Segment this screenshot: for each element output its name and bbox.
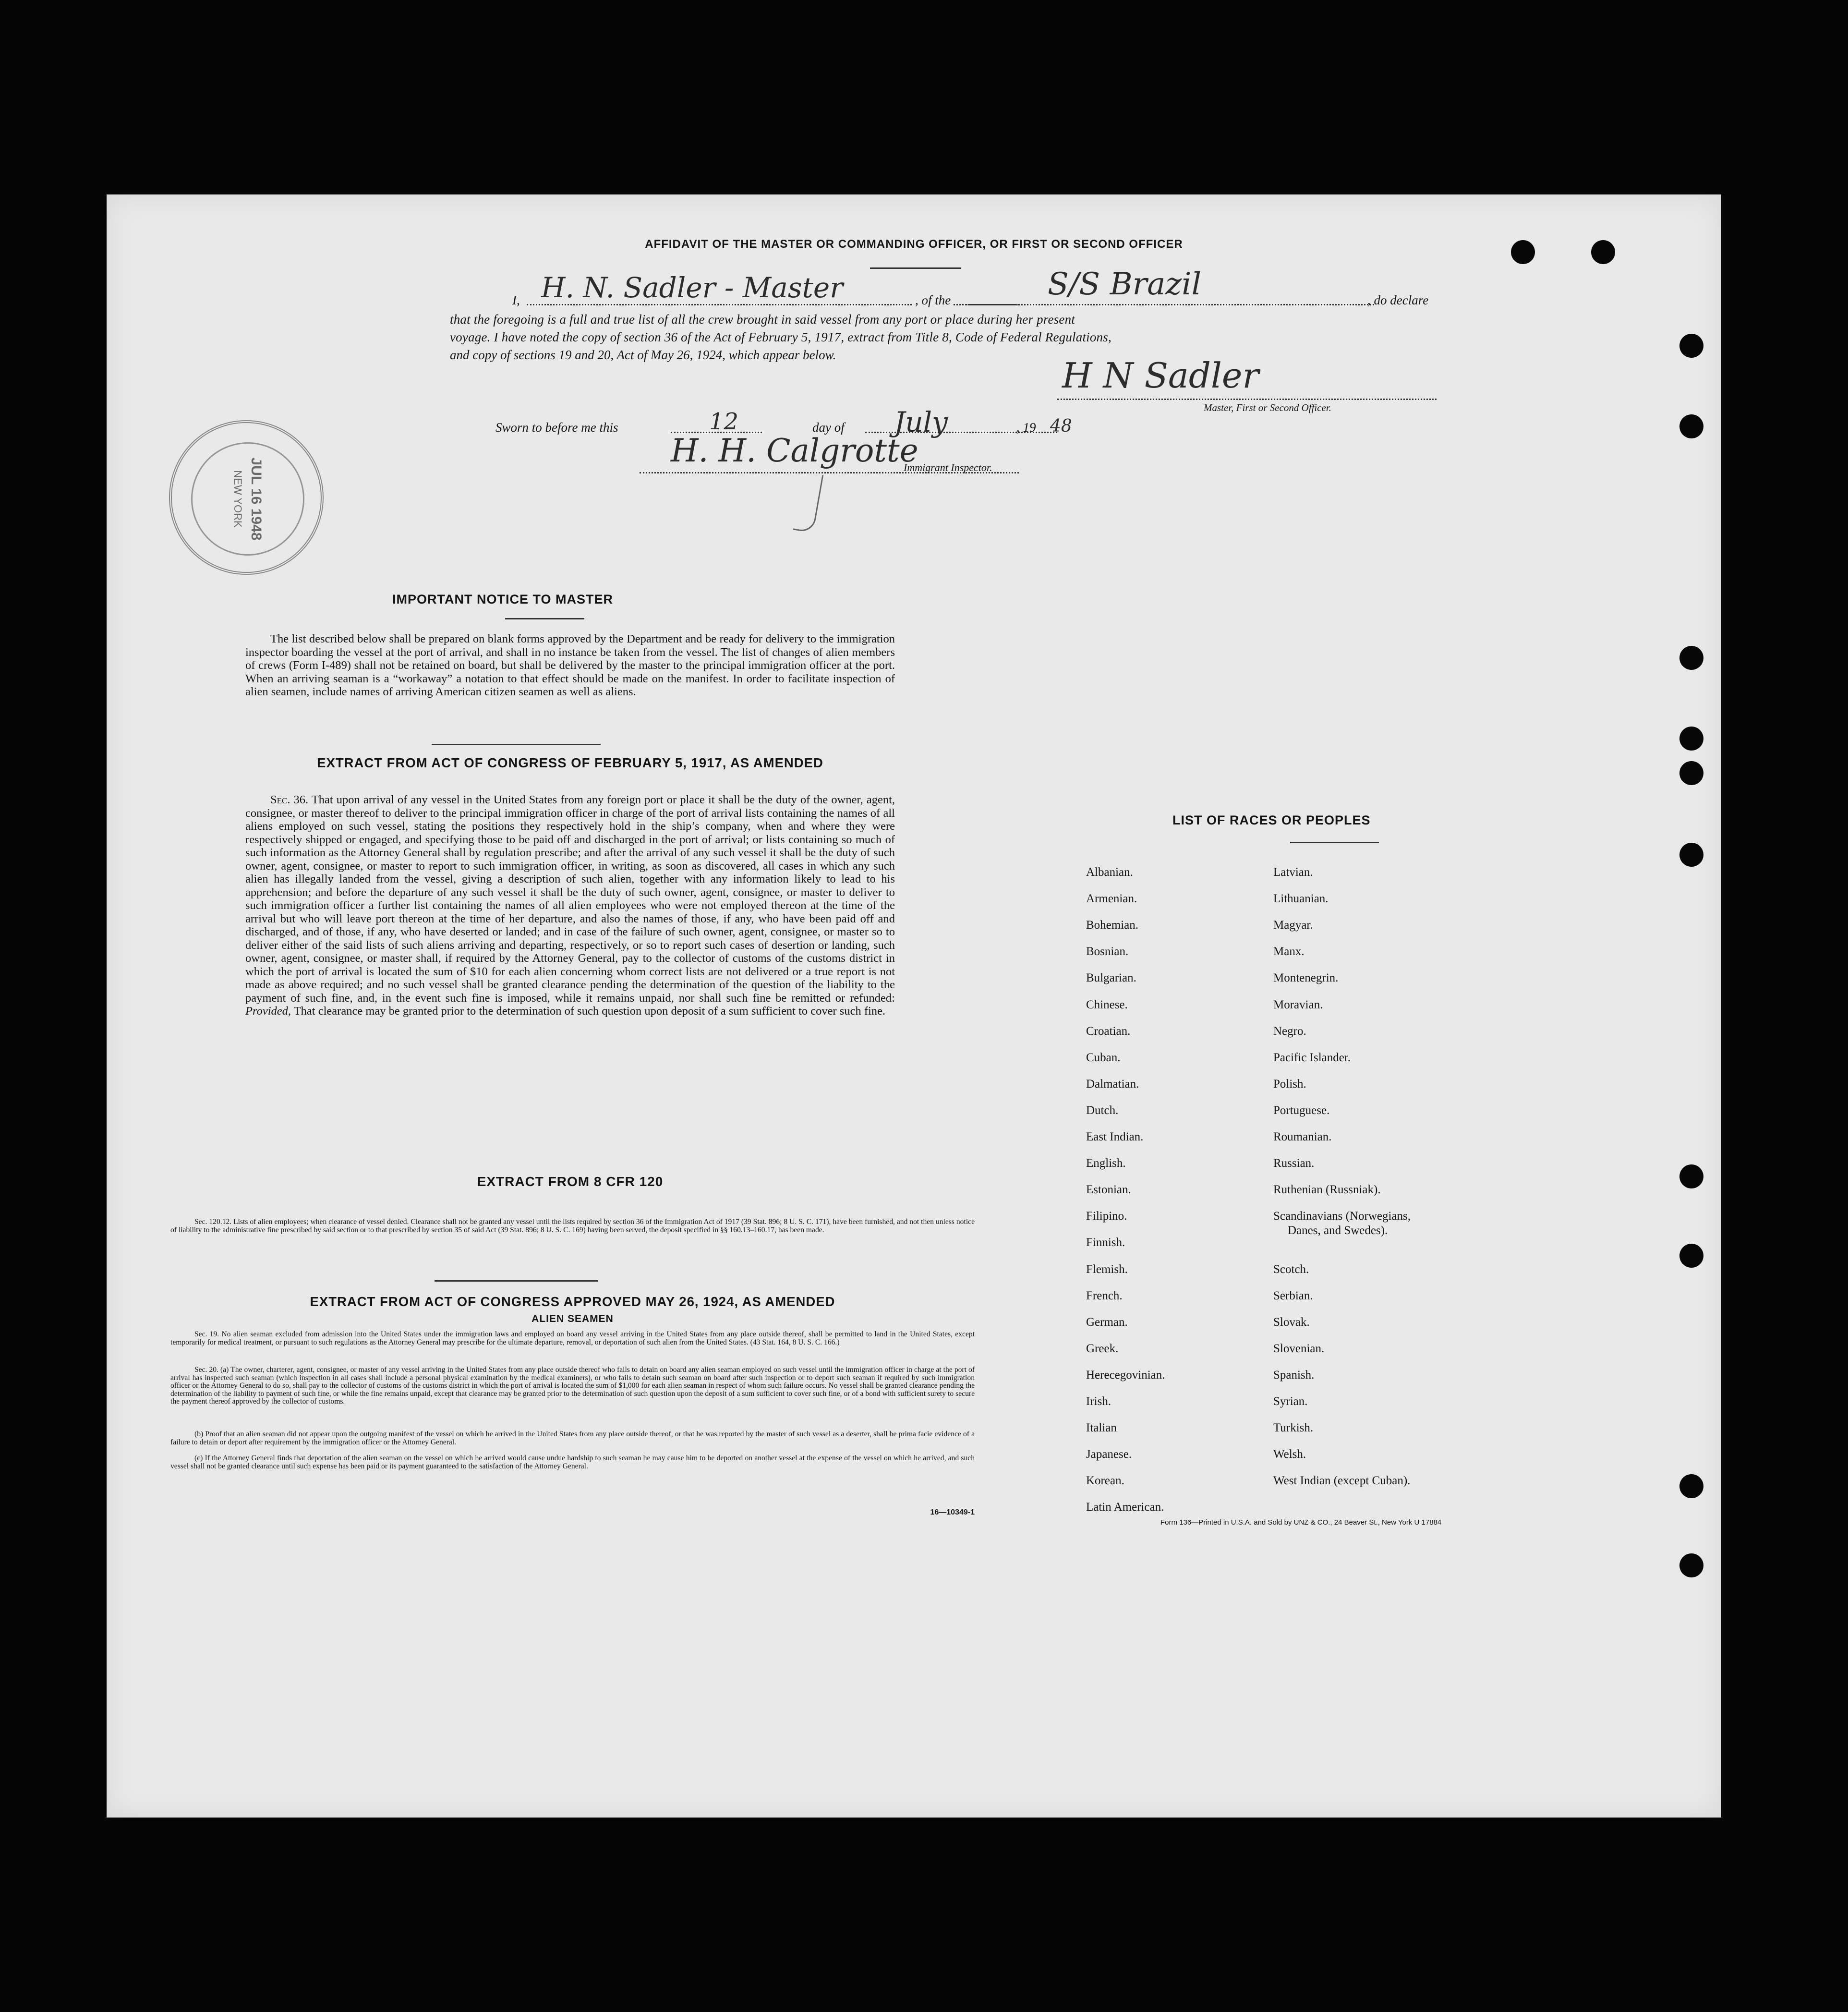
- race-item: Croatian.: [1086, 1024, 1131, 1038]
- sworn-text: Sworn to before me this: [495, 420, 618, 435]
- race-item: Scotch.: [1273, 1262, 1309, 1276]
- race-item: Latvian.: [1273, 866, 1313, 879]
- divider: [432, 744, 601, 745]
- divider: [1290, 842, 1379, 843]
- race-item: Italian: [1086, 1421, 1117, 1435]
- race-item: Manx.: [1273, 945, 1304, 958]
- year-prefix: , 19: [1016, 420, 1036, 435]
- race-item: Chinese.: [1086, 998, 1128, 1011]
- race-item: Lithuanian.: [1273, 892, 1329, 906]
- race-item: Scandinavians (Norwegians,: [1273, 1210, 1411, 1223]
- affidavit-line3: voyage. I have noted the copy of section 36 of the Act of February 5, 1917, extract from Title 8, Code of Federal Regulations,: [450, 330, 1111, 344]
- sworn-day: 12: [709, 408, 739, 435]
- divider: [505, 618, 584, 619]
- punch-hole: [1679, 646, 1703, 670]
- race-item: Bohemian.: [1086, 919, 1139, 932]
- affidavit-line2: that the foregoing is a full and true list of all the crew brought in said vessel from any port or place during her present: [450, 312, 1075, 327]
- affidavit-declare: , do declare: [1367, 293, 1429, 307]
- affidavit-of-the: , of the: [913, 293, 953, 308]
- race-item: Bosnian.: [1086, 945, 1129, 958]
- punch-hole: [1679, 1244, 1703, 1268]
- vessel-line: [966, 304, 1374, 305]
- pen-stroke: [793, 472, 824, 533]
- race-item: Magyar.: [1273, 919, 1313, 932]
- race-item: Greek.: [1086, 1342, 1119, 1355]
- sec-20a-text: Sec. 20. (a) The owner, charterer, agent, consignee, or master of any vessel arriving in the United States from any place outside thereof who fails to detain on board any alien seaman employed on such vessel until the immigration officer in charge at the port of arrival has inspected such seaman (which inspection in all cases shall include a personal physical examination by the medical examiners), or who fails to detain such seaman on board after such inspection or to deport such seaman if required by such immigration officer or the Attorney General to do so, shall pay to the collector of customs of the customs district in which the port of arrival is located the sum of $1,000 for each alien seaman in respect of whom such failure occurs. No vessel shall be granted clearance pending the determination of the liability to payment of such fine, or while the fine remains unpaid, except that clearance may be granted prior to the determination of such question upon the deposit of a sum sufficient to cover such fine, or of a bond with sufficient surety to secure the payment thereof approved by the collector of customs.: [170, 1366, 975, 1406]
- race-item: East Indian.: [1086, 1130, 1144, 1143]
- punch-hole: [1679, 761, 1703, 785]
- punch-hole: [1679, 727, 1703, 751]
- race-item: Flemish.: [1086, 1262, 1128, 1276]
- punch-hole: [1679, 414, 1703, 438]
- race-item: Dutch.: [1086, 1103, 1119, 1117]
- document-page: [107, 194, 1721, 1818]
- inspector-caption: Immigrant Inspector.: [904, 461, 992, 473]
- extract-1917-body: [245, 793, 895, 1018]
- race-item: Latin American.: [1086, 1501, 1164, 1514]
- provided-word: Provided,: [245, 1005, 291, 1018]
- inspector-signature: H. H. Calgrotte: [671, 432, 918, 469]
- race-item: Pacific Islander.: [1273, 1051, 1351, 1064]
- race-item: Slovak.: [1273, 1315, 1310, 1329]
- race-item: Filipino.: [1086, 1210, 1127, 1223]
- race-item: Finnish.: [1086, 1236, 1125, 1249]
- extract-cfr-body: Sec. 120.12. Lists of alien employees; when clearance of vessel denied. Clearance shall not be granted any vessel until the lists required by section 36 of the Immigration Act of 1917 (39 Stat. 896; 8 U. S. C. 171), have been furnished, and not then unless notice of liability to the administrative fine prescribed by said section or to that prescribed by section 35 of said Act (39 Stat. 896; 8 U. S. C. 169) having been served, the deposit specified in §§ 160.13–160.17, has been made.: [170, 1218, 975, 1234]
- affidavit-line4: and copy of sections 19 and 20, Act of May 26, 1924, which appear below.: [450, 348, 836, 362]
- affidavit-i: I,: [512, 293, 520, 307]
- signature-line: [1057, 399, 1437, 400]
- date-stamp: [169, 420, 324, 575]
- punch-hole: [1679, 1474, 1703, 1498]
- race-item: Syrian.: [1273, 1395, 1308, 1408]
- punch-hole: [1679, 334, 1703, 358]
- section-36-end: That clearance may be granted prior to the determination of such question upon deposit of a sum sufficient to cover such fine.: [293, 1005, 886, 1018]
- sec-20c-text: (c) If the Attorney General finds that deportation of the alien seaman on the vessel on which he arrived would cause undue hardship to such seaman he may cause him to be deported on another vessel at the expense of the vessel on which he arrived, and such vessel shall not be granted clearance until such expense has been paid or its payment guaranteed to the satisfaction of the Attorney General.: [170, 1454, 975, 1470]
- races-title: LIST OF RACES OR PEOPLES: [1172, 813, 1371, 827]
- section-number: Sec. 36.: [270, 793, 309, 806]
- race-item: Portuguese.: [1273, 1103, 1330, 1117]
- race-item: West Indian (except Cuban).: [1273, 1474, 1411, 1488]
- race-item: Turkish.: [1273, 1421, 1314, 1435]
- extract-1917-title: EXTRACT FROM ACT OF CONGRESS OF FEBRUARY 5, 1917, AS AMENDED: [317, 755, 823, 770]
- sec-19-text: Sec. 19. No alien seaman excluded from admission into the United States under the immigration laws and employed on board any vessel arriving in the United States from any place outside thereof, shall be permitted to land in the United States, except temporarily for medical treatment, or pursuant to such regulations as the Attorney General may prescribe for the ultimate departure, removal, or deportation of such alien from the United States. (43 Stat. 164, 8 U. S. C. 166.): [170, 1330, 975, 1346]
- stamp-text: NEW YORK: [232, 470, 244, 528]
- race-item: Negro.: [1273, 1024, 1306, 1038]
- race-item: Herecegovinian.: [1086, 1368, 1165, 1382]
- race-item: Montenegrin.: [1273, 971, 1339, 985]
- race-item: Ruthenian (Russniak).: [1273, 1183, 1381, 1197]
- vessel-name: S/S Brazil: [1048, 267, 1202, 302]
- race-item: Albanian.: [1086, 866, 1133, 879]
- race-item: Cuban.: [1086, 1051, 1121, 1064]
- race-item: Polish.: [1273, 1077, 1306, 1091]
- notice-title: IMPORTANT NOTICE TO MASTER: [392, 592, 613, 606]
- punch-hole: [1679, 1553, 1703, 1577]
- sworn-year: 48: [1050, 416, 1072, 436]
- form-code: 16—10349-1: [930, 1508, 975, 1516]
- race-item: Estonian.: [1086, 1183, 1131, 1197]
- master-name: H. N. Sadler - Master: [541, 271, 843, 304]
- affidavit-title: AFFIDAVIT OF THE MASTER OR COMMANDING OFFICER, OR FIRST OR SECOND OFFICER: [645, 238, 1183, 251]
- race-item: Japanese.: [1086, 1448, 1132, 1461]
- day-of-text: day of: [812, 420, 845, 435]
- notice-body: The list described below shall be prepared on blank forms approved by the Department and be ready for delivery to the immigration inspector boarding the vessel at the port of arrival, and shall in no instance be taken from the vessel. The list of changes of alien members of crews (Form I-489) shall not be retained on board, but shall be delivered by the master to the principal immigration officer at the port. When an arriving seaman is a “workaway” a notation to that effect should be made on the manifest. In order to facilitate inspection of alien seamen, include names of arriving American citizen seamen as well as aliens.: [245, 632, 895, 698]
- printer-footer: Form 136—Printed in U.S.A. and Sold by UNZ & CO., 24 Beaver St., New York U 17884: [1160, 1518, 1442, 1527]
- race-item: Welsh.: [1273, 1448, 1306, 1461]
- race-item: Spanish.: [1273, 1368, 1315, 1382]
- race-item: Irish.: [1086, 1395, 1111, 1408]
- extract-1924-title: EXTRACT FROM ACT OF CONGRESS APPROVED MAY 26, 1924, AS AMENDED: [310, 1294, 835, 1309]
- divider: [870, 267, 961, 269]
- race-item: Serbian.: [1273, 1289, 1313, 1302]
- race-item: Slovenian.: [1273, 1342, 1325, 1355]
- section-36-text: That upon arrival of any vessel in the United States from any foreign port or place it shall be the duty of the owner, agent, consignee, or master thereof to deliver to the principal immigration officer in charge of the port of arrival lists containing the names of all aliens employed on such vessel, stating the positions they respectively hold in the ship’s company, when and where they were respectively shipped or engaged, and specifying those to be paid off and discharged in the port of arrival; or lists containing so much of such information as the Attorney General shall by regulation prescribe; and after the arrival of any such vessel it shall be the duty of such owner, agent, consignee, or master to report to such immigration officer, in writing, as soon as discovered, all cases in which any such alien has illegally landed from the vessel, giving a description of such alien, together with any information likely to lead to his apprehension; and before the departure of any such vessel it shall be the duty of such owner, agent, consignee, or master to deliver to such immigration officer a further list containing the names of all alien employees who were not employed thereon at the time of the arrival but who will leave port thereon at the time of her departure, and also the names of those, if any, who have been paid off and discharged, and of those, if any, who have deserted or landed; and in case of the failure of such owner, agent, consignee, or master so to deliver either of the said lists of such aliens arriving and departing, respectively, or so to report such cases of desertion or landing, such owner, agent, consignee, or master shall, if required by the Attorney General, pay to the collector of customs of the customs district in which the port of arrival is located the sum of $10 for each alien concerning whom correct lists are not delivered or a true report is not made as above required; and no such vessel shall be granted clearance pending the determination of the question of the liability to the payment of such fine, and, in the event such fine is imposed, while it remains unpaid, nor shall such fine be remitted or refunded:: [245, 793, 895, 1005]
- race-item: Russian.: [1273, 1157, 1315, 1170]
- race-item: English.: [1086, 1157, 1126, 1170]
- master-signature: H N Sadler: [1062, 355, 1259, 396]
- race-item: Moravian.: [1273, 998, 1323, 1011]
- race-item: German.: [1086, 1315, 1128, 1329]
- sworn-month: July: [894, 406, 948, 438]
- race-item: Roumanian.: [1273, 1130, 1332, 1143]
- divider: [435, 1280, 598, 1282]
- race-item: French.: [1086, 1289, 1123, 1302]
- race-item: Bulgarian.: [1086, 971, 1136, 985]
- race-item: Armenian.: [1086, 892, 1137, 906]
- sec-20b-text: (b) Proof that an alien seaman did not appear upon the outgoing manifest of the vessel on which he arrived in the United States from any place outside thereof, or that he was reported by the master of such vessel as a deserter, shall be prima facie evidence of a failure to detain or deport after requirement by the immigration officer or the Attorney General.: [170, 1430, 975, 1446]
- extract-cfr-title: EXTRACT FROM 8 CFR 120: [477, 1174, 664, 1189]
- race-item: Danes, and Swedes).: [1288, 1224, 1388, 1237]
- extract-1924-subtitle: ALIEN SEAMEN: [531, 1313, 614, 1324]
- race-item: Dalmatian.: [1086, 1077, 1139, 1091]
- punch-hole: [1679, 843, 1703, 867]
- punch-hole: [1679, 1164, 1703, 1188]
- signature-caption: Master, First or Second Officer.: [1204, 402, 1331, 413]
- race-item: Korean.: [1086, 1474, 1124, 1488]
- stamp-date: JUL 16 1948: [248, 457, 264, 541]
